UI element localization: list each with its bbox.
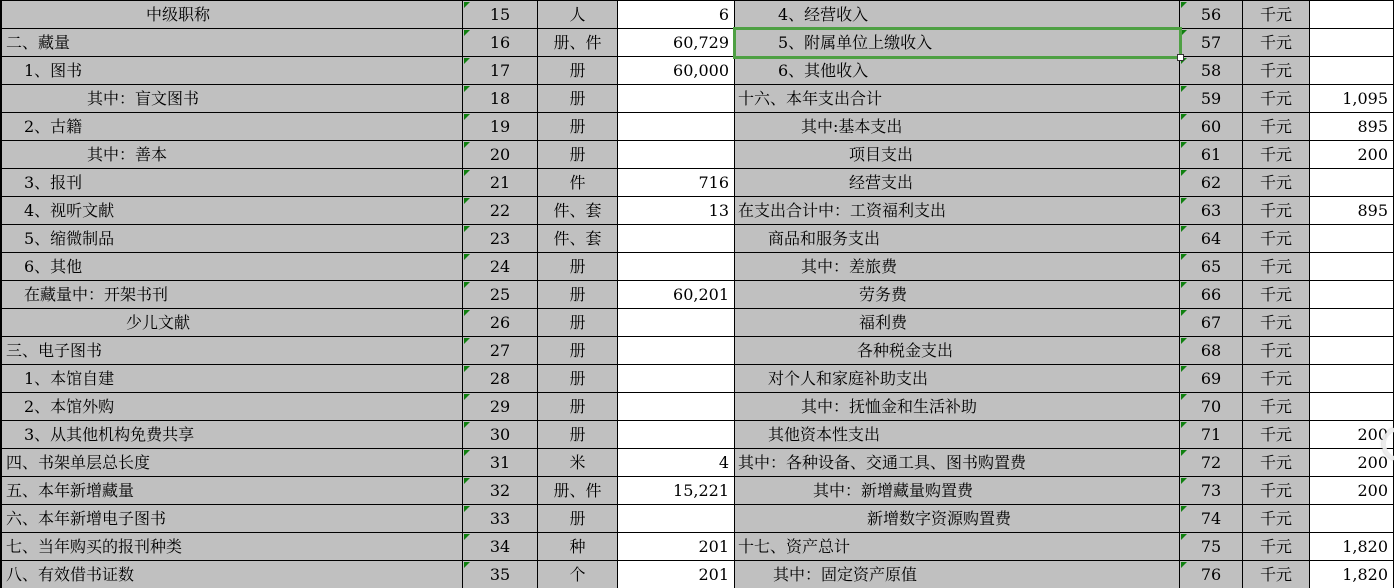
item-name-cell[interactable]: 在支出合计中：工资福利支出 <box>735 197 1180 225</box>
item-name-cell[interactable]: 八、有效借书证数 <box>2 561 463 588</box>
item-name-cell[interactable]: 新增数字资源购置费 <box>735 505 1180 533</box>
item-name-cell[interactable]: 其中：善本 <box>2 141 463 169</box>
value-cell[interactable] <box>618 141 735 169</box>
error-indicator-icon <box>1181 282 1187 288</box>
unit-cell[interactable]: 册 <box>538 113 618 141</box>
error-indicator-icon <box>1181 450 1187 456</box>
error-indicator-icon <box>464 394 470 400</box>
row-number-cell[interactable]: 60 <box>1180 113 1243 141</box>
error-indicator-icon <box>1181 506 1187 512</box>
row-number-cell[interactable]: 25 <box>463 281 538 309</box>
row-number-cell[interactable]: 27 <box>463 337 538 365</box>
item-name-cell[interactable]: 二、藏量 <box>2 29 463 57</box>
row-number-cell[interactable]: 26 <box>463 309 538 337</box>
unit-cell[interactable]: 千元 <box>1243 169 1310 197</box>
error-indicator-icon <box>1181 478 1187 484</box>
item-name-cell[interactable]: 十六、本年支出合计 <box>735 85 1180 113</box>
value-cell[interactable] <box>618 505 735 533</box>
unit-cell[interactable]: 册 <box>538 309 618 337</box>
error-indicator-icon <box>464 254 470 260</box>
row-number-cell[interactable]: 20 <box>463 141 538 169</box>
value-cell[interactable]: 200 <box>1310 421 1394 449</box>
row-number-cell[interactable]: 70 <box>1180 393 1243 421</box>
unit-cell[interactable]: 千元 <box>1243 421 1310 449</box>
item-name-cell[interactable]: 其中：抚恤金和生活补助 <box>735 393 1180 421</box>
unit-cell[interactable]: 千元 <box>1243 337 1310 365</box>
error-indicator-icon <box>464 58 470 64</box>
error-indicator-icon <box>1181 422 1187 428</box>
error-indicator-icon <box>464 170 470 176</box>
value-cell[interactable]: 1,820 <box>1310 533 1394 561</box>
row-number-cell[interactable]: 71 <box>1180 421 1243 449</box>
error-indicator-icon <box>1181 338 1187 344</box>
unit-cell[interactable]: 千元 <box>1243 1 1310 29</box>
row-number-cell[interactable]: 30 <box>463 421 538 449</box>
value-cell[interactable] <box>1310 365 1394 393</box>
item-name-cell[interactable]: 六、本年新增电子图书 <box>2 505 463 533</box>
error-indicator-icon <box>464 226 470 232</box>
row-number-cell[interactable]: 76 <box>1180 561 1243 588</box>
row-number-cell[interactable]: 58 <box>1180 57 1243 85</box>
value-cell[interactable] <box>1310 337 1394 365</box>
unit-cell[interactable]: 米 <box>538 449 618 477</box>
row-number-cell[interactable]: 18 <box>463 85 538 113</box>
value-cell[interactable] <box>618 225 735 253</box>
value-cell[interactable] <box>1310 29 1394 57</box>
value-cell[interactable] <box>1310 505 1394 533</box>
item-name-cell[interactable]: 1、本馆自建 <box>2 365 463 393</box>
item-name-cell[interactable]: 其中：固定资产原值 <box>735 561 1180 588</box>
unit-cell[interactable]: 千元 <box>1243 113 1310 141</box>
value-cell[interactable]: 1,820 <box>1310 561 1394 588</box>
error-indicator-icon <box>464 506 470 512</box>
unit-cell[interactable]: 千元 <box>1243 57 1310 85</box>
item-name-cell[interactable]: 5、附属单位上缴收入 <box>735 29 1180 57</box>
unit-cell[interactable]: 千元 <box>1243 281 1310 309</box>
value-cell[interactable] <box>1310 1 1394 29</box>
error-indicator-icon <box>1181 2 1187 8</box>
row-number-cell[interactable]: 66 <box>1180 281 1243 309</box>
error-indicator-icon <box>1181 58 1187 64</box>
error-indicator-icon <box>1181 226 1187 232</box>
unit-cell[interactable]: 种 <box>538 533 618 561</box>
right-table <box>735 1 1394 588</box>
error-indicator-icon <box>464 338 470 344</box>
value-cell[interactable]: 60,729 <box>618 29 735 57</box>
item-name-cell[interactable]: 商品和服务支出 <box>735 225 1180 253</box>
item-name-cell[interactable]: 中级职称 <box>2 1 463 29</box>
value-cell[interactable] <box>1310 169 1394 197</box>
unit-cell[interactable]: 册、件 <box>538 477 618 505</box>
row-number-cell[interactable]: 73 <box>1180 477 1243 505</box>
error-indicator-icon <box>464 478 470 484</box>
value-cell[interactable]: 716 <box>618 169 735 197</box>
unit-cell[interactable]: 册 <box>538 85 618 113</box>
left-table <box>2 1 735 588</box>
row-number-cell[interactable]: 63 <box>1180 197 1243 225</box>
row-number-cell[interactable]: 24 <box>463 253 538 281</box>
value-cell[interactable] <box>618 393 735 421</box>
unit-cell[interactable]: 千元 <box>1243 561 1310 588</box>
error-indicator-icon <box>464 86 470 92</box>
row-number-cell[interactable]: 65 <box>1180 253 1243 281</box>
error-indicator-icon <box>1181 310 1187 316</box>
value-cell[interactable]: 1,095 <box>1310 85 1394 113</box>
unit-cell[interactable]: 千元 <box>1243 365 1310 393</box>
error-indicator-icon <box>464 534 470 540</box>
unit-cell[interactable]: 册 <box>538 393 618 421</box>
unit-cell[interactable]: 千元 <box>1243 449 1310 477</box>
error-indicator-icon <box>1181 114 1187 120</box>
error-indicator-icon <box>464 30 470 36</box>
error-indicator-icon <box>1181 198 1187 204</box>
item-name-cell[interactable]: 其中:基本支出 <box>735 113 1180 141</box>
row-number-cell[interactable]: 28 <box>463 365 538 393</box>
value-cell[interactable]: 895 <box>1310 197 1394 225</box>
item-name-cell[interactable]: 福利费 <box>735 309 1180 337</box>
row-number-cell[interactable]: 57 <box>1180 29 1243 57</box>
error-indicator-icon <box>464 450 470 456</box>
row-number-cell[interactable]: 72 <box>1180 449 1243 477</box>
row-number-cell[interactable]: 74 <box>1180 505 1243 533</box>
error-indicator-icon <box>464 310 470 316</box>
unit-cell[interactable]: 千元 <box>1243 393 1310 421</box>
error-indicator-icon <box>1181 142 1187 148</box>
item-name-cell[interactable]: 在藏量中：开架书刊 <box>2 281 463 309</box>
row-number-cell[interactable]: 16 <box>463 29 538 57</box>
value-cell[interactable]: 6 <box>618 1 735 29</box>
item-name-cell[interactable]: 各种税金支出 <box>735 337 1180 365</box>
error-indicator-icon <box>464 142 470 148</box>
unit-cell[interactable]: 千元 <box>1243 505 1310 533</box>
item-name-cell[interactable]: 七、当年购买的报刊种类 <box>2 533 463 561</box>
unit-cell[interactable]: 千元 <box>1243 253 1310 281</box>
value-cell[interactable] <box>1310 225 1394 253</box>
error-indicator-icon <box>1181 254 1187 260</box>
value-cell[interactable]: 13 <box>618 197 735 225</box>
error-indicator-icon <box>1181 394 1187 400</box>
row-number-cell[interactable]: 67 <box>1180 309 1243 337</box>
row-number-cell[interactable]: 33 <box>463 505 538 533</box>
row-number-cell[interactable]: 29 <box>463 393 538 421</box>
unit-cell[interactable]: 千元 <box>1243 309 1310 337</box>
value-cell[interactable] <box>618 309 735 337</box>
row-number-cell[interactable]: 17 <box>463 57 538 85</box>
item-name-cell[interactable]: 少儿文献 <box>2 309 463 337</box>
value-cell[interactable]: 201 <box>618 561 735 588</box>
unit-cell[interactable]: 件、套 <box>538 197 618 225</box>
error-indicator-icon <box>464 562 470 568</box>
value-cell[interactable]: 4 <box>618 449 735 477</box>
error-indicator-icon <box>1181 562 1187 568</box>
unit-cell[interactable]: 册 <box>538 337 618 365</box>
item-name-cell[interactable]: 3、从其他机构免费共享 <box>2 421 463 449</box>
row-number-cell[interactable]: 22 <box>463 197 538 225</box>
value-cell[interactable]: 15,221 <box>618 477 735 505</box>
value-cell[interactable] <box>1310 281 1394 309</box>
value-cell[interactable]: 895 <box>1310 113 1394 141</box>
value-cell[interactable]: 60,201 <box>618 281 735 309</box>
item-name-cell[interactable]: 其中：差旅费 <box>735 253 1180 281</box>
row-number-cell[interactable]: 68 <box>1180 337 1243 365</box>
item-name-cell[interactable]: 4、视听文献 <box>2 197 463 225</box>
row-number-cell[interactable]: 56 <box>1180 1 1243 29</box>
row-number-cell[interactable]: 61 <box>1180 141 1243 169</box>
item-name-cell[interactable]: 其中：各种设备、交通工具、图书购置费 <box>735 449 1180 477</box>
item-name-cell[interactable]: 6、其他收入 <box>735 57 1180 85</box>
value-cell[interactable]: 200 <box>1310 141 1394 169</box>
item-name-cell[interactable]: 2、古籍 <box>2 113 463 141</box>
item-name-cell[interactable]: 对个人和家庭补助支出 <box>735 365 1180 393</box>
unit-cell[interactable]: 册 <box>538 421 618 449</box>
error-indicator-icon <box>464 198 470 204</box>
row-number-cell[interactable]: 32 <box>463 477 538 505</box>
value-cell[interactable]: 200 <box>1310 449 1394 477</box>
unit-cell[interactable]: 件、套 <box>538 225 618 253</box>
item-name-cell[interactable]: 1、图书 <box>2 57 463 85</box>
unit-cell[interactable]: 册 <box>538 505 618 533</box>
unit-cell[interactable]: 千元 <box>1243 477 1310 505</box>
unit-cell[interactable]: 册、件 <box>538 29 618 57</box>
row-number-cell[interactable]: 19 <box>463 113 538 141</box>
value-cell[interactable] <box>618 253 735 281</box>
item-name-cell[interactable]: 五、本年新增藏量 <box>2 477 463 505</box>
row-number-cell[interactable]: 69 <box>1180 365 1243 393</box>
value-cell[interactable] <box>618 365 735 393</box>
row-number-cell[interactable]: 21 <box>463 169 538 197</box>
unit-cell[interactable]: 人 <box>538 1 618 29</box>
error-indicator-icon <box>1181 170 1187 176</box>
unit-cell[interactable]: 千元 <box>1243 29 1310 57</box>
value-cell[interactable] <box>1310 309 1394 337</box>
unit-cell[interactable]: 件 <box>538 169 618 197</box>
item-name-cell[interactable]: 其中：新增藏量购置费 <box>735 477 1180 505</box>
row-number-cell[interactable]: 34 <box>463 533 538 561</box>
unit-cell[interactable]: 册 <box>538 281 618 309</box>
unit-cell[interactable]: 册 <box>538 253 618 281</box>
value-cell[interactable] <box>618 421 735 449</box>
unit-cell[interactable]: 千元 <box>1243 85 1310 113</box>
error-indicator-icon <box>464 114 470 120</box>
error-indicator-icon <box>464 2 470 8</box>
unit-cell[interactable]: 册 <box>538 57 618 85</box>
error-indicator-icon <box>1181 534 1187 540</box>
row-number-cell[interactable]: 64 <box>1180 225 1243 253</box>
row-number-cell[interactable]: 62 <box>1180 169 1243 197</box>
unit-cell[interactable]: 个 <box>538 561 618 588</box>
item-name-cell[interactable]: 经营支出 <box>735 169 1180 197</box>
item-name-cell[interactable]: 4、经营收入 <box>735 1 1180 29</box>
item-name-cell[interactable]: 项目支出 <box>735 141 1180 169</box>
unit-cell[interactable]: 千元 <box>1243 533 1310 561</box>
unit-cell[interactable]: 册 <box>538 365 618 393</box>
error-indicator-icon <box>1181 86 1187 92</box>
unit-cell[interactable]: 千元 <box>1243 141 1310 169</box>
item-name-cell[interactable]: 2、本馆外购 <box>2 393 463 421</box>
unit-cell[interactable]: 千元 <box>1243 225 1310 253</box>
value-cell[interactable] <box>618 85 735 113</box>
value-cell[interactable]: 60,000 <box>618 57 735 85</box>
row-number-cell[interactable]: 35 <box>463 561 538 588</box>
value-cell[interactable] <box>1310 393 1394 421</box>
item-name-cell[interactable]: 劳务费 <box>735 281 1180 309</box>
item-name-cell[interactable]: 其中：盲文图书 <box>2 85 463 113</box>
error-indicator-icon <box>1181 366 1187 372</box>
row-number-cell[interactable]: 23 <box>463 225 538 253</box>
value-cell[interactable]: 200 <box>1310 477 1394 505</box>
row-number-cell[interactable]: 75 <box>1180 533 1243 561</box>
error-indicator-icon <box>464 422 470 428</box>
row-number-cell[interactable]: 59 <box>1180 85 1243 113</box>
unit-cell[interactable]: 册 <box>538 141 618 169</box>
unit-cell[interactable]: 千元 <box>1243 197 1310 225</box>
item-name-cell[interactable]: 十七、资产总计 <box>735 533 1180 561</box>
value-cell[interactable] <box>1310 57 1394 85</box>
error-indicator-icon <box>464 282 470 288</box>
value-cell[interactable] <box>1310 253 1394 281</box>
item-name-cell[interactable]: 5、缩微制品 <box>2 225 463 253</box>
row-number-cell[interactable]: 15 <box>463 1 538 29</box>
item-name-cell[interactable]: 三、电子图书 <box>2 337 463 365</box>
item-name-cell[interactable]: 3、报刊 <box>2 169 463 197</box>
error-indicator-icon <box>464 366 470 372</box>
item-name-cell[interactable]: 四、书架单层总长度 <box>2 449 463 477</box>
error-indicator-icon <box>1181 30 1187 36</box>
value-cell[interactable] <box>618 337 735 365</box>
item-name-cell[interactable]: 其他资本性支出 <box>735 421 1180 449</box>
row-number-cell[interactable]: 31 <box>463 449 538 477</box>
value-cell[interactable] <box>618 113 735 141</box>
item-name-cell[interactable]: 6、其他 <box>2 253 463 281</box>
value-cell[interactable]: 201 <box>618 533 735 561</box>
